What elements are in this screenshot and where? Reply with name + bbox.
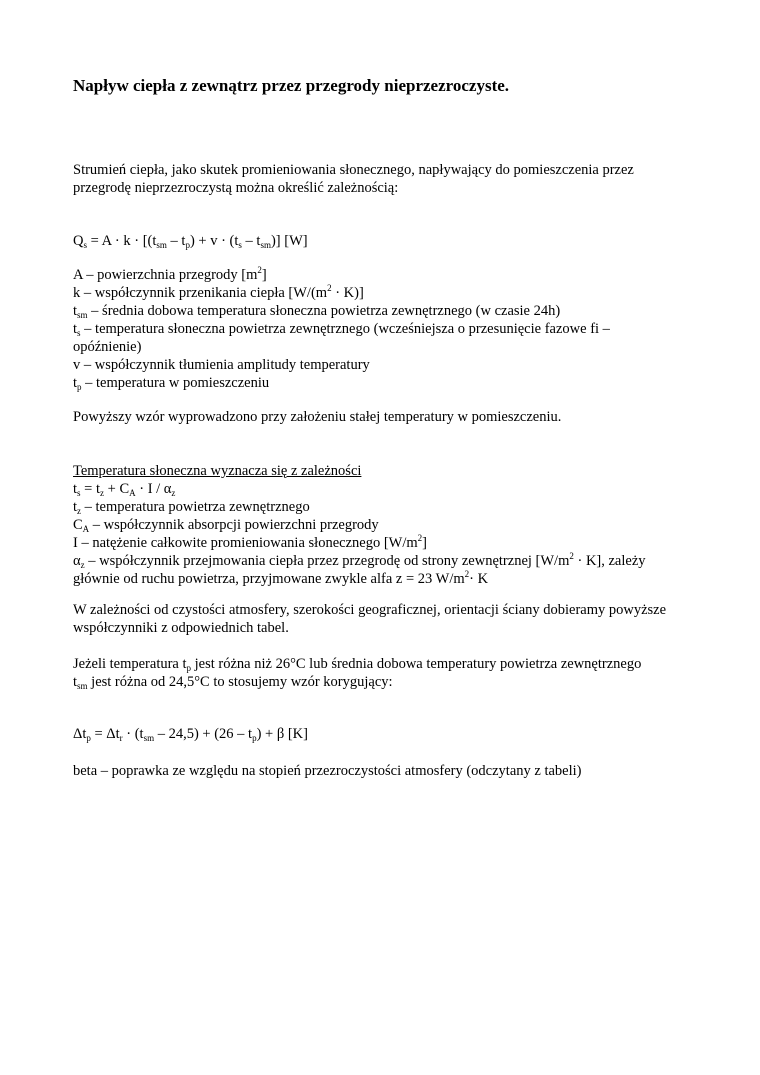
section-heading: Temperatura słoneczna wyznacza się z zależności <box>73 463 362 479</box>
definitions-list <box>73 266 663 392</box>
def-A: A – powierzchnia przegrody $[m^2]$ <box>73 265 267 283</box>
formula-qs: $Q_s = A \cdot k \cdot [(t_{sm} - t_p) + v \cdot (t_s - t_{sm})]$ [W] <box>73 233 308 250</box>
note-tables: W zależności od czystości atmosfery, szerokości geograficznej, orientacji ściany dobieramy powyższe współczynniki z odpowiednich tabel. <box>73 602 667 636</box>
beta-definition: beta – poprawka ze względu na stopień przezroczystości atmosfery (odczytany z tabeli) <box>73 763 582 779</box>
sun-temperature-section <box>73 462 673 588</box>
formula-delta-tp: $\Delta t_p = \Delta t_r \cdot (t_{sm} - 24,5) + (26 - t_p) + \beta$ [K] <box>73 726 308 743</box>
def-k: k – współczynnik przenikania ciepła $[W/(m^2 \cdot K)]$ <box>73 283 364 301</box>
page-title: Napływ ciepła z zewnątrz przez przegrody nieprzezroczyste. <box>73 76 510 95</box>
note-assumption: Powyższy wzór wyprowadzono przy założeniu stałej temperatury w pomieszczeniu. <box>73 409 562 425</box>
def-tz: $t_z$ – temperatura powietrza zewnętrznego <box>73 499 310 516</box>
intro-paragraph: Strumień ciepła, jako skutek promieniowania słonecznego, napływający do pomieszczenia przez przegrodę nieprzezroczystą można określić zależnością: <box>73 162 634 196</box>
formula-ts: $t_s = t_z + C_A \cdot I / \alpha_z$ <box>73 481 176 498</box>
def-ts: $t_s$ – temperatura słoneczna powietrza zewnętrznego (wcześniejsza o przesunięcie fazowe fi – opóźnienie) <box>73 321 610 355</box>
def-tp: $t_p$ – temperatura w pomieszczeniu <box>73 375 270 392</box>
def-I: I – natężenie całkowite promieniowania słonecznego $[W/m^2]$ <box>73 533 427 551</box>
def-tsm: $t_{sm}$ – średnia dobowa temperatura słoneczna powietrza zewnętrznego (w czasie 24h) <box>73 303 561 320</box>
def-alpha-z: $\alpha_z$ – współczynnik przejmowania ciepła przez przegrodę od strony zewnętrznej $[W/m^2 \cdot K]$, zależy głównie od ruchu powietrza, przyjmowane zwykle alfa z = 23 $W/m^2\cdot K$ <box>73 551 646 587</box>
def-ca: $C_A$ – współczynnik absorpcji powierzchni przegrody <box>73 517 379 534</box>
def-v: v – współczynnik tłumienia amplitudy temperatury <box>73 357 370 373</box>
correction-paragraph: Jeżeli temperatura $t_p$ jest różna niż 26°C lub średnia dobowa temperatury powietrza zewnętrznego $t_{sm}$ jest różna od 24,5°C to stosujemy wzór korygujący: <box>73 656 642 691</box>
